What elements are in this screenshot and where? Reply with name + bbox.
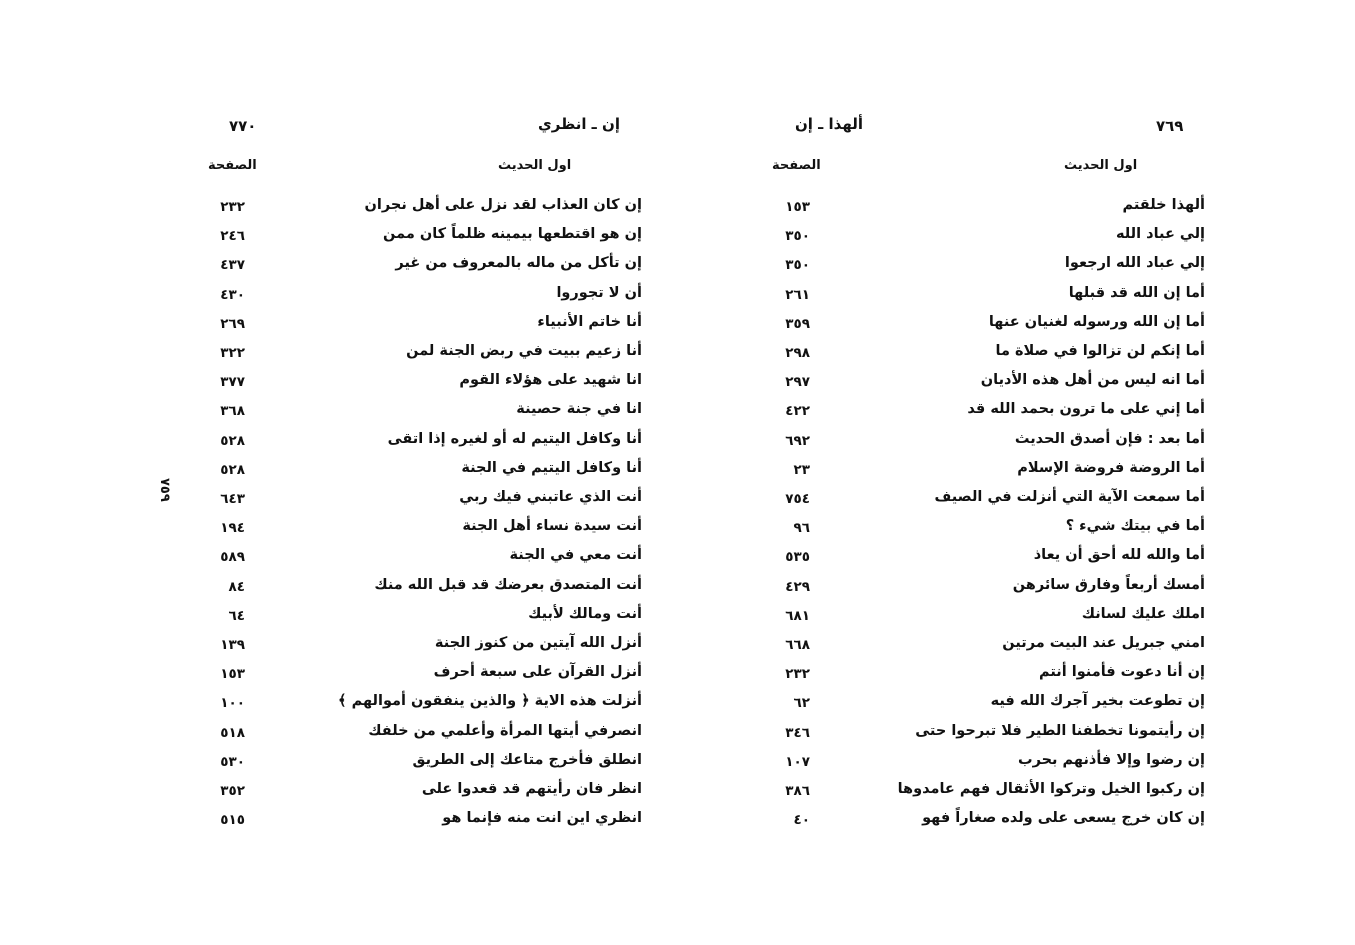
entry-text: أنت الذي عاتبني فيك ربي xyxy=(459,489,642,505)
entry-text: أما الروضة فروضة الإسلام xyxy=(1017,460,1205,476)
entry-text: إن تأكل من ماله بالمعروف من غير xyxy=(395,255,642,271)
entry-text: انا في جنة حصينة xyxy=(516,401,642,417)
right-header-text: اول الحديث xyxy=(1064,158,1138,173)
entry-page-number: ٦٦٨ xyxy=(785,637,810,653)
entry-page-number: ٢٣٢ xyxy=(785,666,810,682)
right-header-page: الصفحة xyxy=(772,158,821,173)
entry-text: ألهذا خلقتم xyxy=(1122,197,1205,213)
entry-text: إن تطوعت بخير آجرك الله فيه xyxy=(990,693,1205,709)
entry-text: أنزلت هذه الاية ﴿ والذين ينفقون أموالهم ﴾ xyxy=(338,693,642,709)
entry-text: أما بعد : فإن أصدق الحديث xyxy=(1014,431,1205,447)
entry-text: أما إنكم لن تزالوا في صلاة ما xyxy=(995,343,1205,359)
entry-text: إن كان العذاب لقد نزل على أهل نجران xyxy=(364,197,642,213)
entry-page-number: ٣٧٧ xyxy=(220,374,245,390)
entry-text: انصرفي أيتها المرأة وأعلمي من خلفك xyxy=(368,723,642,739)
entry-page-number: ٥٣٠ xyxy=(220,754,245,770)
entry-text: أما إن الله ورسوله لغنيان عنها xyxy=(988,314,1205,330)
entry-text: أنت ومالك لأبيك xyxy=(528,606,642,622)
entry-page-number: ٣٥٠ xyxy=(785,228,810,244)
entry-page-number: ٤٠ xyxy=(793,812,810,828)
entry-text: أنزل القرآن على سبعة أحرف xyxy=(433,664,642,680)
entry-page-number: ٥٢٨ xyxy=(220,462,245,478)
right-page-number: ٧٦٩ xyxy=(1156,117,1184,135)
entry-page-number: ٥٨٩ xyxy=(220,549,245,565)
entry-page-number: ٧٥٤ xyxy=(785,491,810,507)
entry-text: أما في بيتك شيء ؟ xyxy=(1065,518,1205,534)
entry-text: إن رضوا وإلا فأذنهم بحرب xyxy=(1018,752,1205,768)
entry-page-number: ١٣٩ xyxy=(220,637,245,653)
entry-page-number: ١٥٣ xyxy=(785,199,810,215)
entry-text: أنزل الله آيتين من كنوز الجنة xyxy=(434,635,642,651)
entry-page-number: ٨٤ xyxy=(228,579,245,595)
left-page-number: ٧٧٠ xyxy=(229,117,257,135)
entry-text: إلي عباد الله ارجعوا xyxy=(1064,255,1205,271)
entry-text: أما سمعت الآية التي أنزلت في الصيف xyxy=(934,489,1205,505)
margin-page-mark: ٧٥٩ xyxy=(157,478,172,502)
entry-page-number: ٣٢٢ xyxy=(220,345,245,361)
entry-page-number: ٢٦٩ xyxy=(220,316,245,332)
entry-text: أما إني على ما ترون بحمد الله قد xyxy=(967,401,1205,417)
entry-page-number: ٤٣٧ xyxy=(220,257,245,273)
entry-text: انظري اين انت منه فإنما هو xyxy=(442,810,642,826)
entry-page-number: ٥٢٨ xyxy=(220,433,245,449)
right-running-head: ألهذا ـ إن xyxy=(795,115,863,133)
entry-page-number: ٣٤٦ xyxy=(785,725,810,741)
entry-text: إن هو اقتطعها بيمينه ظلماً كان ممن xyxy=(383,226,642,242)
entry-page-number: ٥١٥ xyxy=(220,812,245,828)
entry-text: أما إن الله قد قبلها xyxy=(1068,285,1205,301)
left-header-text: اول الحديث xyxy=(498,158,572,173)
entry-text: إن ركبوا الخيل وتركوا الأثقال فهم عامدوها xyxy=(897,781,1205,797)
entry-page-number: ١٠٧ xyxy=(785,754,810,770)
entry-page-number: ٣٨٦ xyxy=(785,783,810,799)
entry-text: أنت سيدة نساء أهل الجنة xyxy=(462,518,642,534)
entry-page-number: ٢٩٨ xyxy=(785,345,810,361)
entry-text: انطلق فأخرج متاعك إلى الطريق xyxy=(412,752,642,768)
entry-page-number: ٦٤٣ xyxy=(220,491,245,507)
entry-text: أما والله لله أحق أن يعاذ xyxy=(1033,547,1205,563)
entry-text: أنا وكافل اليتيم له أو لغيره إذا اتقى xyxy=(387,431,642,447)
entry-page-number: ٣٦٨ xyxy=(220,403,245,419)
entry-text: انا شهيد على هؤلاء القوم xyxy=(459,372,642,388)
entry-page-number: ١٥٣ xyxy=(220,666,245,682)
entry-text: امني جبريل عند البيت مرتين xyxy=(1002,635,1205,651)
entry-page-number: ٣٥٢ xyxy=(220,783,245,799)
entry-text: أنا وكافل اليتيم في الجنة xyxy=(461,460,642,476)
entry-text: أنت معي في الجنة xyxy=(509,547,642,563)
entry-page-number: ٥٣٥ xyxy=(785,549,810,565)
entry-page-number: ١٠٠ xyxy=(220,695,245,711)
entry-text: إن كان خرج يسعى على ولده صغاراً فهو xyxy=(922,810,1205,826)
entry-page-number: ٦٩٢ xyxy=(785,433,810,449)
entry-text: املك عليك لسانك xyxy=(1081,606,1205,622)
entry-text: أن لا تجوروا xyxy=(556,285,642,301)
entry-page-number: ٢٣٢ xyxy=(220,199,245,215)
entry-page-number: ١٩٤ xyxy=(220,520,245,536)
entry-text: أما انه ليس من أهل هذه الأديان xyxy=(980,372,1205,388)
entry-text: إن أنا دعوت فأمنوا أنتم xyxy=(1038,664,1205,680)
entry-text: أنا خاتم الأنبياء xyxy=(537,314,642,330)
entry-page-number: ٥١٨ xyxy=(220,725,245,741)
left-running-head: إن ـ انظري xyxy=(538,115,620,133)
entry-text: إن رأيتمونا تخطفنا الطير فلا تبرحوا حتى xyxy=(915,723,1205,739)
entry-page-number: ٣٥٠ xyxy=(785,257,810,273)
entry-text: انظر فان رأيتهم قد قعدوا على xyxy=(421,781,642,797)
entry-page-number: ٣٥٩ xyxy=(785,316,810,332)
entry-text: إلي عباد الله xyxy=(1115,226,1205,242)
entry-page-number: ٦٤ xyxy=(228,608,245,624)
entry-text: أنا زعيم ببيت في ربض الجنة لمن xyxy=(406,343,642,359)
entry-page-number: ٤٢٩ xyxy=(785,579,810,595)
entry-page-number: ٢٣ xyxy=(793,462,810,478)
entry-page-number: ٦٨١ xyxy=(785,608,810,624)
entry-page-number: ٤٣٠ xyxy=(220,287,245,303)
entry-page-number: ٢٤٦ xyxy=(220,228,245,244)
entry-text: أمسك أربعاً وفارق سائرهن xyxy=(1012,577,1205,593)
entry-page-number: ٩٦ xyxy=(793,520,810,536)
entry-text: أنت المتصدق بعرضك قد قبل الله منك xyxy=(374,577,642,593)
left-header-page: الصفحة xyxy=(208,158,257,173)
entry-page-number: ٢٦١ xyxy=(785,287,810,303)
entry-page-number: ٦٢ xyxy=(793,695,810,711)
entry-page-number: ٢٩٧ xyxy=(785,374,810,390)
entry-page-number: ٤٢٢ xyxy=(785,403,810,419)
